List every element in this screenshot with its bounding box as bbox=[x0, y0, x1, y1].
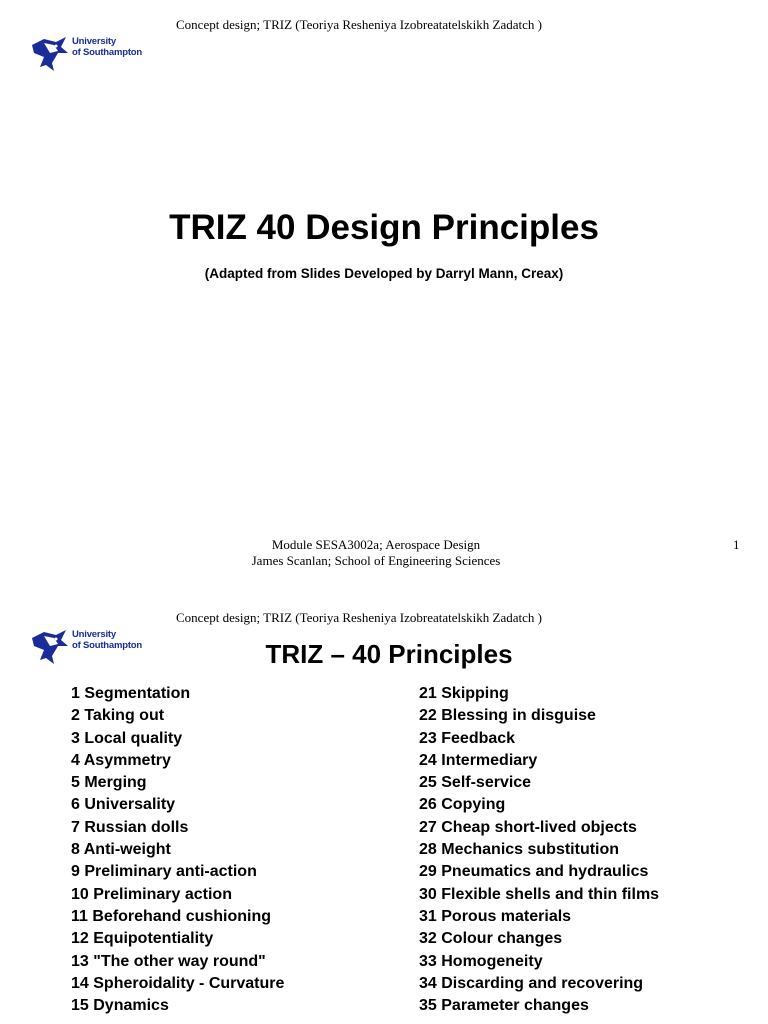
page-number: 1 bbox=[733, 537, 740, 552]
page-header: Concept design; TRIZ (Teoriya Resheniya Izobreatatelskikh Zadatch ) bbox=[176, 17, 542, 32]
list-item: 7 Russian dolls bbox=[71, 818, 189, 836]
list-item: 14 Spheroidality - Curvature bbox=[71, 974, 285, 992]
list-item: 5 Merging bbox=[71, 774, 147, 792]
logo-text-line2: of Southampton bbox=[72, 640, 143, 651]
page-subtitle: (Adapted from Slides Developed by Darryl Mann, Creax) bbox=[204, 266, 564, 281]
principles-list-right bbox=[419, 683, 659, 1017]
list-item: 22 Blessing in disguise bbox=[419, 707, 596, 725]
list-item: 30 Flexible shells and thin films bbox=[419, 885, 660, 903]
list-item: 33 Homogeneity bbox=[419, 952, 543, 970]
university-logo bbox=[30, 33, 145, 75]
list-item: 29 Pneumatics and hydraulics bbox=[419, 863, 649, 881]
list-item: 13 "The other way round" bbox=[71, 952, 266, 970]
list-item: 2 Taking out bbox=[71, 707, 165, 725]
list-item: 32 Colour changes bbox=[419, 930, 563, 948]
list-item: 26 Copying bbox=[419, 796, 506, 814]
list-item: 1 Segmentation bbox=[71, 685, 191, 702]
list-item: 24 Intermediary bbox=[419, 751, 538, 769]
principles-list-left bbox=[71, 683, 284, 1017]
list-item: 6 Universality bbox=[71, 796, 176, 814]
list-item: 21 Skipping bbox=[419, 685, 509, 702]
page-title: TRIZ 40 Design Principles bbox=[169, 208, 599, 247]
list-item: 11 Beforehand cushioning bbox=[71, 907, 272, 925]
logo-text-line2: of Southampton bbox=[72, 47, 143, 58]
list-item: 23 Feedback bbox=[419, 729, 516, 747]
list-item: 27 Cheap short-lived objects bbox=[419, 818, 637, 836]
list-item: 34 Discarding and recovering bbox=[419, 974, 644, 992]
dolphin-logo-icon bbox=[30, 33, 70, 73]
list-item: 9 Preliminary anti-action bbox=[71, 863, 257, 881]
footer-module: Module SESA3002a; Aerospace Design bbox=[271, 537, 481, 552]
list-item: 35 Parameter changes bbox=[419, 997, 589, 1015]
list-item: 8 Anti-weight bbox=[71, 841, 171, 859]
list-item: 28 Mechanics substitution bbox=[419, 841, 620, 859]
page-header: Concept design; TRIZ (Teoriya Resheniya Izobreatatelskikh Zadatch ) bbox=[176, 610, 542, 625]
logo-text-line1: University bbox=[72, 36, 116, 47]
list-item: 25 Self-service bbox=[419, 774, 532, 792]
list-item: 12 Equipotentiality bbox=[71, 930, 214, 948]
list-item: 31 Porous materials bbox=[419, 907, 572, 925]
list-item: 10 Preliminary action bbox=[71, 885, 232, 903]
list-item: 3 Local quality bbox=[71, 729, 183, 747]
list-item: 15 Dynamics bbox=[71, 997, 169, 1015]
footer-author: James Scanlan; School of Engineering Sciences bbox=[251, 553, 501, 568]
logo-text-line1: University bbox=[72, 629, 116, 640]
list-item: 4 Asymmetry bbox=[71, 751, 171, 769]
page-title: TRIZ – 40 Principles bbox=[265, 639, 513, 669]
